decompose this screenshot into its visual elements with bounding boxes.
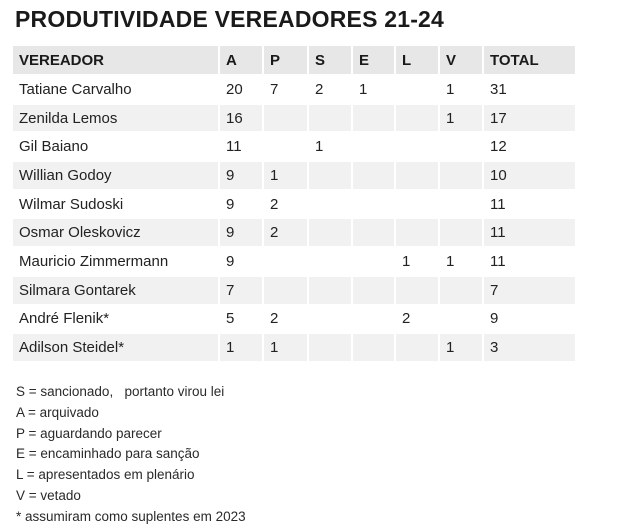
cell-p	[263, 132, 308, 161]
cell-e	[352, 276, 395, 305]
cell-v	[439, 190, 483, 219]
cell-s: 2	[308, 75, 352, 104]
legend-item: A = arquivado	[16, 404, 99, 420]
cell-e	[352, 333, 395, 362]
cell-vereador: Willian Godoy	[13, 161, 219, 190]
cell-l: 1	[395, 247, 439, 276]
column-header-v: V	[439, 46, 483, 75]
table-row	[13, 247, 576, 276]
table-row	[13, 218, 576, 247]
cell-v	[439, 161, 483, 190]
cell-e	[352, 218, 395, 247]
cell-s	[308, 247, 352, 276]
column-header-l: L	[395, 46, 439, 75]
cell-vereador: Gil Baiano	[13, 132, 219, 161]
cell-e: 1	[352, 75, 395, 104]
cell-e	[352, 305, 395, 334]
legend-item: L = apresentados em plenário	[16, 467, 195, 483]
cell-s	[308, 333, 352, 362]
cell-l	[395, 75, 439, 104]
cell-e	[352, 132, 395, 161]
cell-a: 11	[219, 132, 263, 161]
cell-a: 7	[219, 276, 263, 305]
cell-s	[308, 276, 352, 305]
cell-e	[352, 161, 395, 190]
cell-vereador: Silmara Gontarek	[13, 276, 219, 305]
column-header-p: P	[263, 46, 308, 75]
cell-vereador: Tatiane Carvalho	[13, 75, 219, 104]
cell-a: 1	[219, 333, 263, 362]
cell-p	[263, 276, 308, 305]
cell-vereador: Zenilda Lemos	[13, 104, 219, 133]
cell-p: 1	[263, 161, 308, 190]
cell-total: 10	[483, 161, 576, 190]
cell-a: 16	[219, 104, 263, 133]
cell-total: 11	[483, 247, 576, 276]
cell-v	[439, 132, 483, 161]
cell-s	[308, 190, 352, 219]
cell-a: 5	[219, 305, 263, 334]
cell-vereador: Wilmar Sudoski	[13, 190, 219, 219]
cell-v	[439, 305, 483, 334]
cell-s	[308, 104, 352, 133]
column-header-s: S	[308, 46, 352, 75]
table-row	[13, 190, 576, 219]
cell-e	[352, 190, 395, 219]
cell-e	[352, 104, 395, 133]
table-row	[13, 305, 576, 334]
legend-item: P = aguardando parecer	[16, 425, 162, 441]
cell-vereador: Osmar Oleskovicz	[13, 218, 219, 247]
cell-vereador: André Flenik*	[13, 305, 219, 334]
cell-total: 7	[483, 276, 576, 305]
cell-total: 12	[483, 132, 576, 161]
cell-l	[395, 190, 439, 219]
cell-s: 1	[308, 132, 352, 161]
cell-v: 1	[439, 75, 483, 104]
cell-l	[395, 104, 439, 133]
table-row	[13, 75, 576, 104]
cell-l	[395, 161, 439, 190]
cell-v	[439, 218, 483, 247]
cell-l	[395, 333, 439, 362]
table-header-row	[13, 46, 576, 75]
cell-a: 9	[219, 161, 263, 190]
cell-l	[395, 132, 439, 161]
table-row	[13, 333, 576, 362]
cell-total: 3	[483, 333, 576, 362]
cell-p	[263, 104, 308, 133]
column-header-a: A	[219, 46, 263, 75]
cell-s	[308, 161, 352, 190]
cell-a: 9	[219, 247, 263, 276]
cell-v: 1	[439, 104, 483, 133]
cell-vereador: Mauricio Zimmermann	[13, 247, 219, 276]
cell-p	[263, 247, 308, 276]
cell-p: 2	[263, 218, 308, 247]
cell-p: 2	[263, 305, 308, 334]
cell-s	[308, 218, 352, 247]
cell-v: 1	[439, 247, 483, 276]
productivity-table	[13, 46, 577, 363]
cell-p: 7	[263, 75, 308, 104]
cell-total: 9	[483, 305, 576, 334]
column-header-e: E	[352, 46, 395, 75]
legend-item: S = sancionado, portanto virou lei	[16, 384, 225, 399]
table-row	[13, 132, 576, 161]
cell-e	[352, 247, 395, 276]
table-row	[13, 276, 576, 305]
legend-item: E = encaminhado para sanção	[16, 446, 200, 462]
table-row	[13, 104, 576, 133]
cell-l	[395, 276, 439, 305]
cell-s	[308, 305, 352, 334]
cell-l	[395, 218, 439, 247]
cell-p: 2	[263, 190, 308, 219]
cell-a: 9	[219, 190, 263, 219]
legend-item: V = vetado	[16, 487, 81, 503]
cell-total: 31	[483, 75, 576, 104]
page-title: PRODUTIVIDADE VEREADORES 21-24	[15, 6, 445, 32]
cell-a: 9	[219, 218, 263, 247]
cell-total: 11	[483, 190, 576, 219]
cell-v: 1	[439, 333, 483, 362]
column-header-total: TOTAL	[483, 46, 576, 75]
column-header-vereador: VEREADOR	[13, 46, 219, 75]
cell-total: 17	[483, 104, 576, 133]
cell-vereador: Adilson Steidel*	[13, 333, 219, 362]
legend	[16, 382, 246, 528]
cell-l: 2	[395, 305, 439, 334]
cell-total: 11	[483, 218, 576, 247]
table-row	[13, 161, 576, 190]
legend-item: * assumiram como suplentes em 2023	[16, 508, 246, 524]
cell-p: 1	[263, 333, 308, 362]
cell-a: 20	[219, 75, 263, 104]
cell-v	[439, 276, 483, 305]
